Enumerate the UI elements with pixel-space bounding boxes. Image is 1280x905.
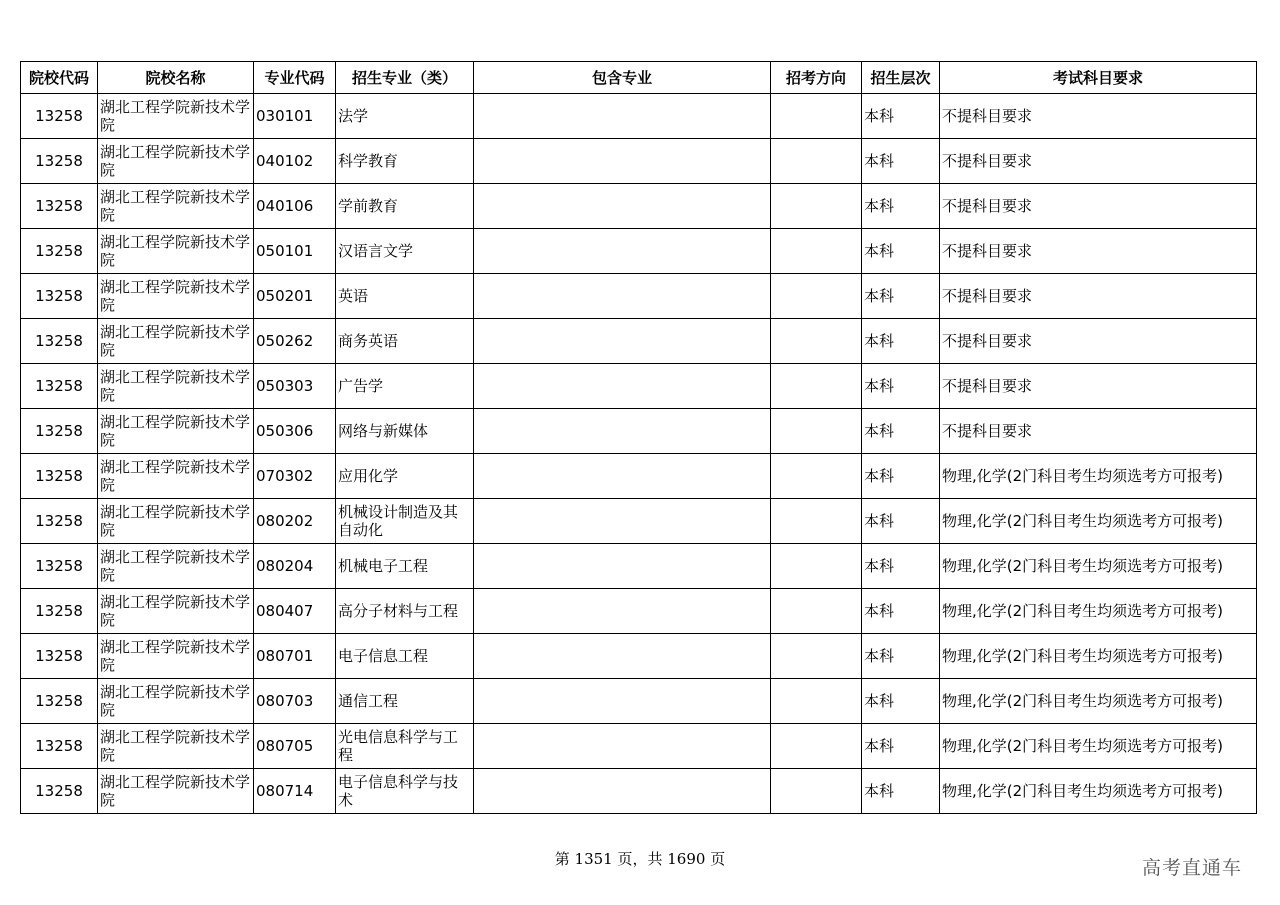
cell-major-name: 通信工程 — [336, 679, 474, 724]
cell-included-majors — [474, 679, 771, 724]
table-row — [21, 229, 1257, 274]
table-body — [21, 94, 1257, 814]
cell-subject-requirement: 不提科目要求 — [940, 94, 1257, 139]
cell-major-name: 电子信息工程 — [336, 634, 474, 679]
cell-subject-requirement: 不提科目要求 — [940, 364, 1257, 409]
cell-direction — [771, 364, 862, 409]
cell-major-name: 应用化学 — [336, 454, 474, 499]
cell-school-name: 湖北工程学院新技术学院 — [98, 499, 254, 544]
table-row — [21, 454, 1257, 499]
cell-major-name: 法学 — [336, 94, 474, 139]
cell-level: 本科 — [862, 499, 940, 544]
cell-school-code: 13258 — [21, 229, 98, 274]
cell-included-majors — [474, 364, 771, 409]
cell-level: 本科 — [862, 724, 940, 769]
cell-school-code: 13258 — [21, 724, 98, 769]
table-row — [21, 769, 1257, 814]
cell-included-majors — [474, 454, 771, 499]
cell-major-code: 070302 — [254, 454, 336, 499]
cell-school-code: 13258 — [21, 499, 98, 544]
table-row — [21, 589, 1257, 634]
cell-major-code: 080407 — [254, 589, 336, 634]
page-number: 第 1351 页，共 1690 页 — [554, 850, 726, 868]
table-row — [21, 319, 1257, 364]
cell-included-majors — [474, 229, 771, 274]
cell-direction — [771, 184, 862, 229]
cell-direction — [771, 769, 862, 814]
cell-direction — [771, 139, 862, 184]
cell-school-name: 湖北工程学院新技术学院 — [98, 769, 254, 814]
cell-level: 本科 — [862, 319, 940, 364]
cell-major-code: 080701 — [254, 634, 336, 679]
cell-major-code: 050201 — [254, 274, 336, 319]
cell-school-code: 13258 — [21, 319, 98, 364]
table-row — [21, 544, 1257, 589]
table-row — [21, 499, 1257, 544]
cell-school-name: 湖北工程学院新技术学院 — [98, 139, 254, 184]
cell-level: 本科 — [862, 229, 940, 274]
watermark-text: 高考直通车 — [1142, 857, 1243, 879]
cell-subject-requirement: 不提科目要求 — [940, 139, 1257, 184]
cell-direction — [771, 724, 862, 769]
cell-subject-requirement: 物理,化学(2门科目考生均须选考方可报考) — [940, 589, 1257, 634]
cell-subject-requirement: 不提科目要求 — [940, 319, 1257, 364]
cell-subject-requirement: 物理,化学(2门科目考生均须选考方可报考) — [940, 679, 1257, 724]
cell-major-name: 机械电子工程 — [336, 544, 474, 589]
cell-included-majors — [474, 589, 771, 634]
cell-subject-requirement: 物理,化学(2门科目考生均须选考方可报考) — [940, 544, 1257, 589]
cell-major-name: 汉语言文学 — [336, 229, 474, 274]
cell-included-majors — [474, 769, 771, 814]
cell-direction — [771, 634, 862, 679]
cell-school-name: 湖北工程学院新技术学院 — [98, 679, 254, 724]
cell-direction — [771, 454, 862, 499]
table-row — [21, 184, 1257, 229]
cell-school-code: 13258 — [21, 184, 98, 229]
table-row — [21, 724, 1257, 769]
cell-school-name: 湖北工程学院新技术学院 — [98, 634, 254, 679]
cell-school-code: 13258 — [21, 769, 98, 814]
cell-major-code: 080705 — [254, 724, 336, 769]
cell-level: 本科 — [862, 139, 940, 184]
cell-direction — [771, 679, 862, 724]
cell-subject-requirement: 不提科目要求 — [940, 409, 1257, 454]
header-subject-requirement: 考试科目要求 — [940, 62, 1257, 94]
cell-subject-requirement: 不提科目要求 — [940, 274, 1257, 319]
cell-direction — [771, 229, 862, 274]
table-row — [21, 679, 1257, 724]
cell-level: 本科 — [862, 184, 940, 229]
cell-included-majors — [474, 319, 771, 364]
cell-major-code: 080714 — [254, 769, 336, 814]
cell-school-name: 湖北工程学院新技术学院 — [98, 274, 254, 319]
cell-level: 本科 — [862, 544, 940, 589]
cell-school-code: 13258 — [21, 679, 98, 724]
cell-level: 本科 — [862, 679, 940, 724]
cell-subject-requirement: 物理,化学(2门科目考生均须选考方可报考) — [940, 454, 1257, 499]
cell-direction — [771, 589, 862, 634]
cell-school-name: 湖北工程学院新技术学院 — [98, 229, 254, 274]
cell-school-name: 湖北工程学院新技术学院 — [98, 364, 254, 409]
cell-included-majors — [474, 499, 771, 544]
cell-school-name: 湖北工程学院新技术学院 — [98, 589, 254, 634]
cell-subject-requirement: 物理,化学(2门科目考生均须选考方可报考) — [940, 499, 1257, 544]
cell-major-name: 机械设计制造及其自动化 — [336, 499, 474, 544]
cell-level: 本科 — [862, 454, 940, 499]
table-row — [21, 274, 1257, 319]
table-row — [21, 634, 1257, 679]
cell-school-code: 13258 — [21, 589, 98, 634]
cell-major-name: 学前教育 — [336, 184, 474, 229]
header-major-name: 招生专业（类） — [336, 62, 474, 94]
cell-school-name: 湖北工程学院新技术学院 — [98, 724, 254, 769]
cell-school-code: 13258 — [21, 94, 98, 139]
cell-school-name: 湖北工程学院新技术学院 — [98, 184, 254, 229]
cell-direction — [771, 319, 862, 364]
cell-major-code: 080204 — [254, 544, 336, 589]
header-row — [21, 62, 1257, 94]
header-major-code: 专业代码 — [254, 62, 336, 94]
cell-major-code: 030101 — [254, 94, 336, 139]
cell-level: 本科 — [862, 274, 940, 319]
cell-school-code: 13258 — [21, 454, 98, 499]
cell-included-majors — [474, 184, 771, 229]
cell-level: 本科 — [862, 94, 940, 139]
cell-subject-requirement: 物理,化学(2门科目考生均须选考方可报考) — [940, 634, 1257, 679]
cell-major-code: 050262 — [254, 319, 336, 364]
cell-included-majors — [474, 544, 771, 589]
cell-included-majors — [474, 139, 771, 184]
header-included-majors: 包含专业 — [474, 62, 771, 94]
cell-major-code: 050303 — [254, 364, 336, 409]
cell-subject-requirement: 不提科目要求 — [940, 229, 1257, 274]
cell-major-name: 广告学 — [336, 364, 474, 409]
table-row — [21, 94, 1257, 139]
cell-direction — [771, 94, 862, 139]
cell-subject-requirement: 物理,化学(2门科目考生均须选考方可报考) — [940, 769, 1257, 814]
cell-level: 本科 — [862, 364, 940, 409]
cell-included-majors — [474, 94, 771, 139]
cell-major-code: 050101 — [254, 229, 336, 274]
cell-school-code: 13258 — [21, 544, 98, 589]
cell-direction — [771, 274, 862, 319]
cell-school-name: 湖北工程学院新技术学院 — [98, 544, 254, 589]
cell-major-name: 电子信息科学与技术 — [336, 769, 474, 814]
cell-major-code: 080202 — [254, 499, 336, 544]
cell-school-code: 13258 — [21, 274, 98, 319]
cell-school-code: 13258 — [21, 634, 98, 679]
cell-school-name: 湖北工程学院新技术学院 — [98, 94, 254, 139]
cell-major-code: 080703 — [254, 679, 336, 724]
cell-school-name: 湖北工程学院新技术学院 — [98, 409, 254, 454]
cell-subject-requirement: 物理,化学(2门科目考生均须选考方可报考) — [940, 724, 1257, 769]
cell-major-name: 商务英语 — [336, 319, 474, 364]
cell-level: 本科 — [862, 589, 940, 634]
cell-major-name: 科学教育 — [336, 139, 474, 184]
header-level: 招生层次 — [862, 62, 940, 94]
cell-major-name: 英语 — [336, 274, 474, 319]
cell-included-majors — [474, 724, 771, 769]
header-direction: 招考方向 — [771, 62, 862, 94]
cell-major-code: 050306 — [254, 409, 336, 454]
table-row — [21, 409, 1257, 454]
cell-school-name: 湖北工程学院新技术学院 — [98, 454, 254, 499]
header-school-name: 院校名称 — [98, 62, 254, 94]
cell-included-majors — [474, 634, 771, 679]
cell-school-name: 湖北工程学院新技术学院 — [98, 319, 254, 364]
cell-subject-requirement: 不提科目要求 — [940, 184, 1257, 229]
header-school-code: 院校代码 — [21, 62, 98, 94]
cell-direction — [771, 544, 862, 589]
admission-table — [20, 61, 1257, 814]
cell-school-code: 13258 — [21, 409, 98, 454]
cell-major-name: 高分子材料与工程 — [336, 589, 474, 634]
cell-included-majors — [474, 274, 771, 319]
cell-major-code: 040102 — [254, 139, 336, 184]
cell-direction — [771, 499, 862, 544]
cell-level: 本科 — [862, 409, 940, 454]
cell-level: 本科 — [862, 634, 940, 679]
table-row — [21, 364, 1257, 409]
cell-school-code: 13258 — [21, 139, 98, 184]
cell-school-code: 13258 — [21, 364, 98, 409]
cell-major-code: 040106 — [254, 184, 336, 229]
table-row — [21, 139, 1257, 184]
cell-major-name: 光电信息科学与工程 — [336, 724, 474, 769]
cell-direction — [771, 409, 862, 454]
cell-major-name: 网络与新媒体 — [336, 409, 474, 454]
cell-level: 本科 — [862, 769, 940, 814]
cell-included-majors — [474, 409, 771, 454]
